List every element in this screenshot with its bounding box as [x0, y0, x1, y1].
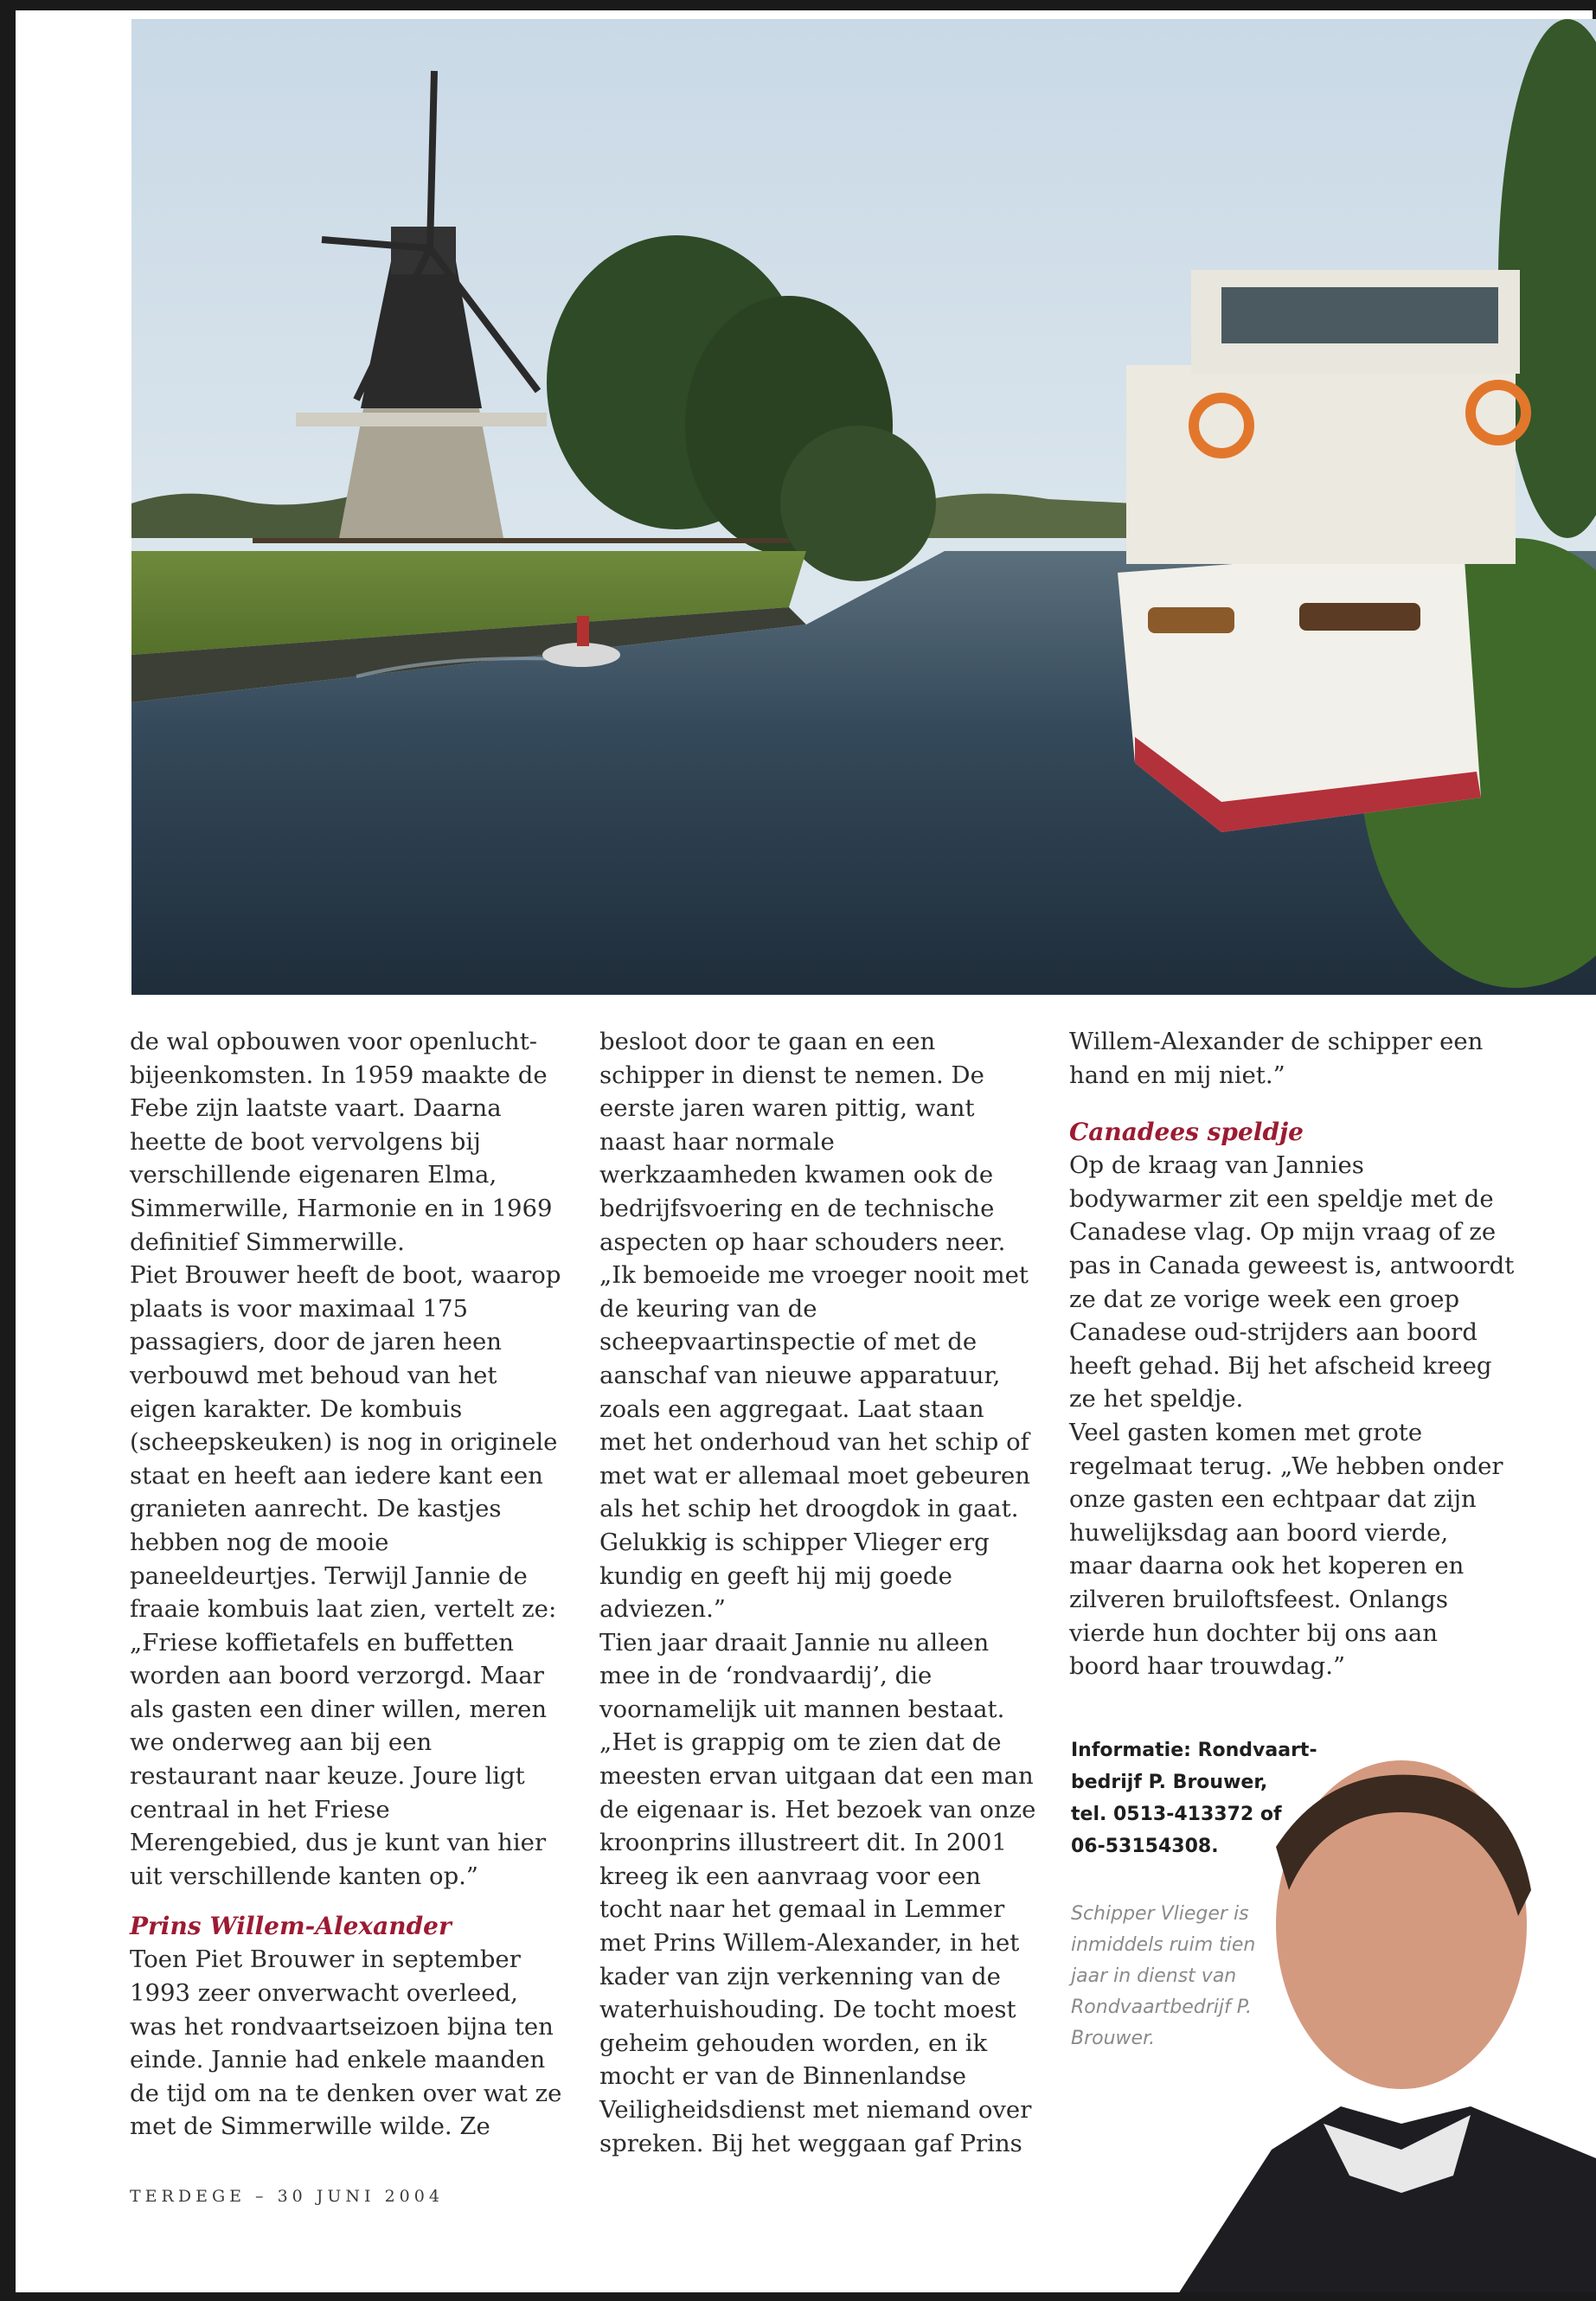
paragraph: besloot door te gaan en een schipper in dienst te nemen. De eerste jaren waren pittig, want naast haar normale werkzaamheden kwamen ook de bedrijfsvoering en de technische aspecten op haar schouders neer. „Ik bemoeide me vroeger nooit met de keuring van de scheepvaartinspectie of met de aanschaf van nieuwe apparatuur, zoals een aggregaat. Laat staan met het onderhoud van het schip of met wat er allemaal moet gebeuren als het schip het droogdok in gaat. Gelukkig is schipper Vlieger erg kundig en geeft hij mij goede adviezen.” [599, 1028, 1030, 1624]
info-line: bedrijf P. Brouwer, [1071, 1772, 1268, 1793]
paragraph: de wal opbouwen voor openlucht-bijeenkomsten. In 1959 maakte de Febe zijn laatste vaart. Daarna heette de boot vervolgens bij verschillende eigenaren Elma, Simmerwille, Harmonie en in 1969 definitief Simmerwille. [130, 1028, 553, 1256]
paragraph: Piet Brouwer heeft de boot, waarop plaats is voor maximaal 175 passagiers, door de jaren heen verbouwd met behoud van het eigen karakter. De kombuis (scheepskeuken) is nog in originele staat en heeft aan iedere kant een granieten aanrecht. De kastjes hebben nog de mooie paneeldeurtjes. Terwijl Jannie de fraaie kombuis laat zien, vertelt ze: „Friese koffietafels en buffetten worden aan boord verzorgd. Maar als gasten een diner willen, meren we onderweg aan bij een restaurant naar keuze. Joure ligt centraal in het Friese Merengebied, dus je kunt van hier uit verschillende kanten op.” [130, 1261, 561, 1890]
contact-info [1071, 1734, 1330, 1862]
page-footer: TERDEGE – 30 JUNI 2004 [130, 2187, 444, 2206]
info-line: Informatie: Rondvaart- [1071, 1740, 1317, 1761]
info-line: 06-53154308. [1071, 1836, 1219, 1857]
article-column-1 [130, 1025, 562, 2144]
page-edge-left [0, 0, 16, 2301]
subheading-canadees: Canadees speldje [1069, 1118, 1304, 1147]
page-edge-bottom [0, 2292, 1596, 2301]
photo-caption: Schipper Vlieger is inmiddels ruim tien jaar in dienst van Rondvaartbedrijf P. Brouwer. [1071, 1903, 1256, 2049]
paragraph: Tien jaar draait Jannie nu alleen mee in de ‘rondvaardij’, die voornamelijk uit mannen bestaat. „Het is grappig om te zien dat de meesten ervan uitgaan dat een man de eigenaar is. Het bezoek van onze kroonprins illustreert dit. In 2001 kreeg ik een aanvraag voor een tocht naar het gemaal in Lemmer met Prins Willem-Alexander, in het kader van zijn verkenning van de waterhuishouding. De tocht moest geheim gehouden worden, en ik mocht er van de Binnenlandse Veiligheidsdienst met niemand over spreken. Bij het weggaan gaf Prins [599, 1628, 1036, 2157]
paragraph: Op de kraag van Jannies bodywarmer zit een speldje met de Canadese vlag. Op mijn vraag of ze pas in Canada geweest is, antwoordt ze dat ze vorige week een groep Canadese oud-strijders aan boord heeft gehad. Bij het afscheid kreeg ze het speldje. [1069, 1151, 1515, 1413]
windmill-canal-photo [131, 19, 1596, 995]
page-edge-top [0, 0, 1596, 10]
article-column-2 [599, 1025, 1036, 2160]
info-line: tel. 0513-413372 of [1071, 1804, 1282, 1825]
subheading-prins: Prins Willem-Alexander [130, 1912, 452, 1941]
paragraph: Veel gasten komen met grote regelmaat terug. „We hebben onder onze gasten een echtpaar dat zijn huwelijksdag aan boord vierde, maar daarna ook het koperen en zilveren bruiloftsfeest. Onlangs vierde hun dochter bij ons aan boord haar trouwdag.” [1069, 1418, 1503, 1681]
paragraph: Toen Piet Brouwer in september 1993 zeer onverwacht overleed, was het rondvaartseizoen bijna ten einde. Jannie had enkele maanden de tijd om na te denken over wat ze met de Simmerwille wilde. Ze [130, 1945, 562, 2141]
article-column-3 [1069, 1025, 1515, 1683]
paragraph: Willem-Alexander de schipper een hand en mij niet.” [1069, 1028, 1484, 1089]
